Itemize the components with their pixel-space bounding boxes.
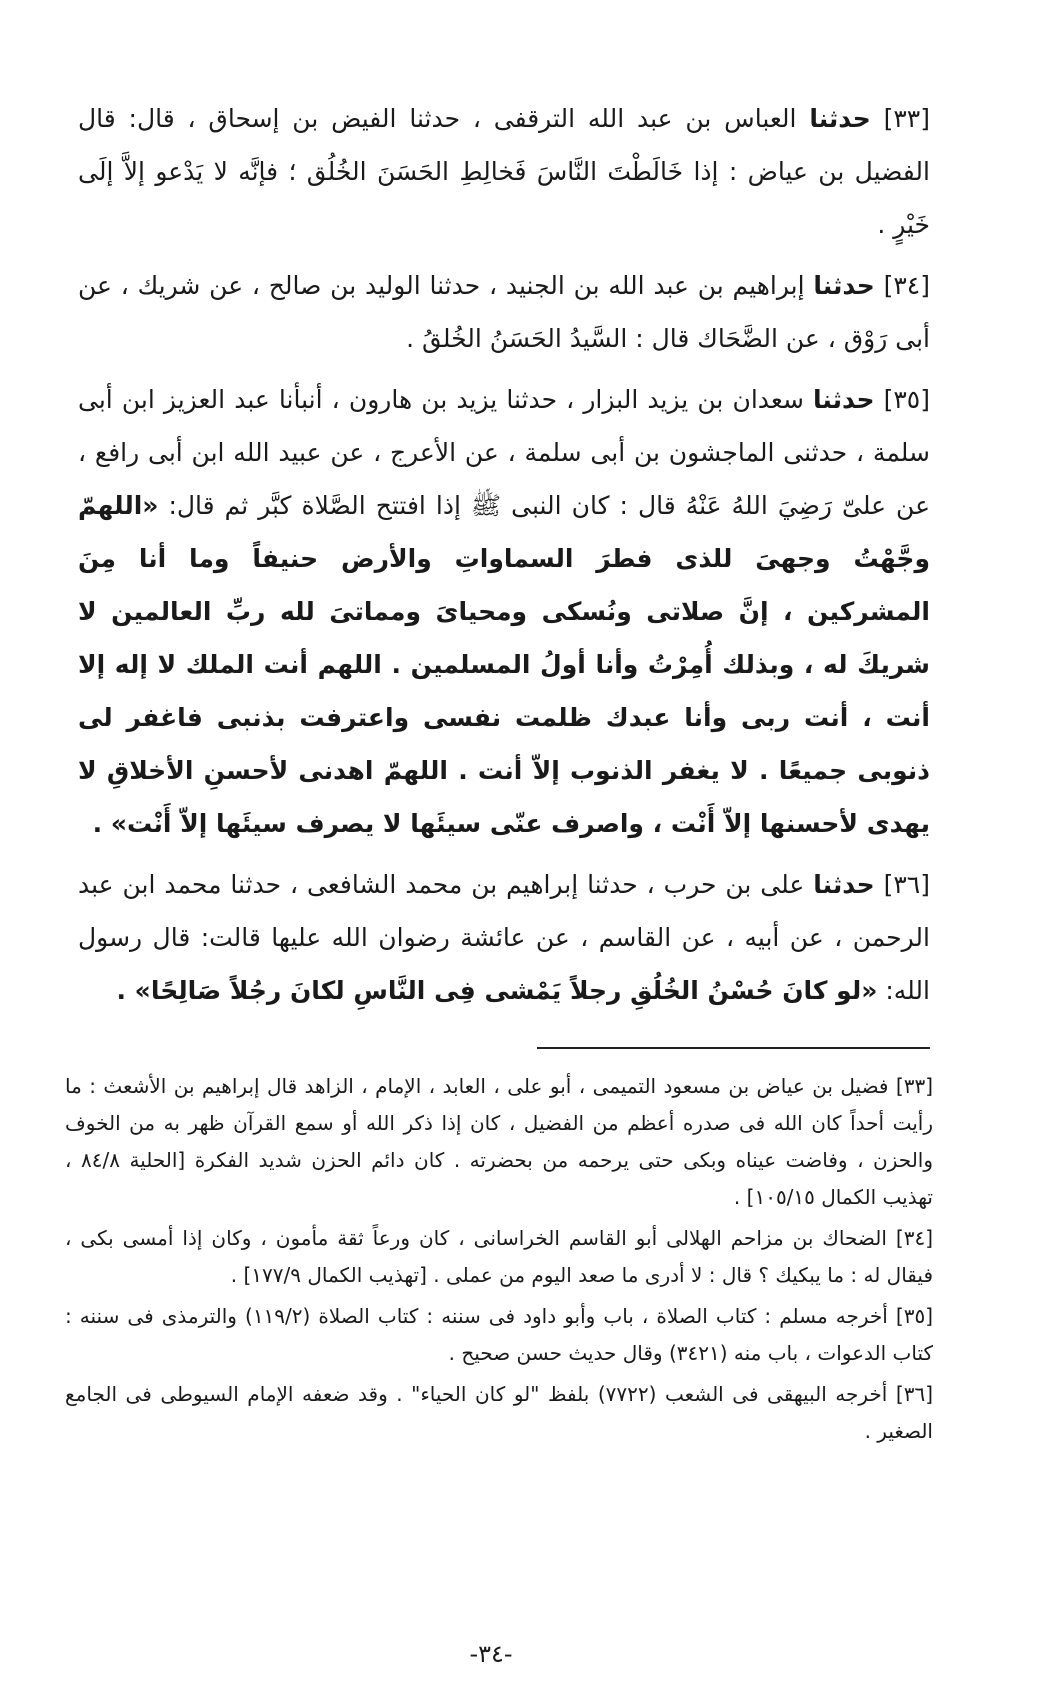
hadith-quote: «اللهمّ وجَّهْتُ وجهىَ للذى فطرَ السماواتِ والأرض حنيفاً وما أنا مِنَ المشركين ، إنَّ صلاتى ونُسكى ومحياىَ ومماتىَ لله ربِّ العالمين لا شريكَ له ، وبذلك أُمِرْتُ وأنا أولُ المسلمين . اللهم أنت الملك لا إله إلا أنت ، أنت ربى وأنا عبدك ظلمت نفسى واعترفت بذنبى فاغفر لى ذنوبى جميعًا . لا يغفر الذنوب إلاّ أنت . اللهمّ اهدنى لأحسنِ الأخلاقِ لا يهدى لأحسنها إلاّ أَنْت ، واصرف عنّى سيئَها لا يصرف سيئَها إلاّ أَنْت» .	[78, 491, 930, 838]
footnote-text: فضيل بن عياض بن مسعود التميمى ، أبو على ، العابد ، الإمام ، الزاهد قال إبراهيم بن الأشعث : ما رأيت أحداً كان الله فى صدره أعظم من الفضيل ، كان إذا ذكر الله أو سمع القرآن ظهر به من الخوف والحزن ، وفاضت عيناه وبكى حتى يرحمه من بحضرته . كان دائم الحزن شديد الفكرة [الحلية ٨٤/٨ ، تهذيب الكمال ١٠٥/١٥] .	[65, 1074, 934, 1209]
paragraph-lead: حدثنا	[813, 385, 875, 414]
paragraph-number: [٣٥]	[883, 385, 930, 414]
paragraph-number: [٣٤]	[883, 271, 930, 300]
main-text	[78, 92, 930, 1025]
footnote-text: أخرجه مسلم : كتاب الصلاة ، باب وأبو داود فى سننه : كتاب الصلاة (١١٩/٢) والترمذى فى سننه : كتاب الدعوات ، باب منه (٣٤٢١) وقال حديث حسن صحيح .	[65, 1304, 933, 1365]
footnote-34	[65, 1220, 933, 1294]
footnote-33	[65, 1068, 933, 1216]
page-number: -٣٤-	[469, 1640, 513, 1668]
footnote-number: [٣٥]	[895, 1304, 933, 1328]
paragraph-number: [٣٣]	[883, 104, 930, 133]
hadith-quote: «لو كانَ حُسْنُ الخُلُقِ رجلاً يَمْشى فِى النَّاسِ لكانَ رجُلاً صَالِحًا» .	[116, 976, 878, 1005]
footnote-text: الضحاك بن مزاحم الهلالى أبو القاسم الخراسانى ، كان ورعاً ثقة مأمون ، وكان إذا أمسى بكى ، فيقال له : ما يبكيك ؟ قال : لا أدرى ما صعد اليوم من عملى . [تهذيب الكمال ١٧٧/٩] .	[65, 1226, 933, 1287]
footnotes	[65, 1068, 933, 1454]
paragraph-text: إبراهيم بن عبد الله بن الجنيد ، حدثنا الوليد بن صالح ، عن شريك ، عن أبى رَوْق ، عن الضَّحَاك قال : السَّيدُ الحَسَنُ الخُلقُ .	[78, 271, 930, 353]
paragraph-text: سعدان بن يزيد البزار ، حدثنا يزيد بن هارون ، أنبأنا عبد العزيز ابن أبى سلمة ، حدثنى الماجشون بن أبى سلمة ، عن الأعرج ، عن عبيد الله ابن أبى رافع ، عن علىّ رَضِيَ اللهُ عَنْهُ قال : كان النبى ﷺ إذا افتتح الصَّلاة كبَّر ثم قال:	[78, 385, 930, 520]
footnote-text: أخرجه البيهقى فى الشعب (٧٧٢٢) بلفظ "لو كان الحياء" . وقد ضعفه الإمام السيوطى فى الجامع الصغير .	[65, 1382, 933, 1443]
paragraph-lead: حدثنا	[813, 870, 875, 899]
footnote-number: [٣٤]	[895, 1226, 933, 1250]
footnote-number: [٣٦]	[895, 1382, 934, 1406]
footnote-36	[65, 1376, 933, 1450]
paragraph-number: [٣٦]	[883, 870, 930, 899]
paragraph-34	[78, 259, 930, 365]
paragraph-lead: حدثنا	[809, 104, 871, 133]
footnote-separator	[537, 1047, 930, 1049]
footnote-35	[65, 1298, 933, 1372]
paragraph-36	[78, 858, 930, 1017]
footnote-number: [٣٣]	[895, 1074, 933, 1098]
paragraph-text: العباس بن عبد الله الترقفى ، حدثنا الفيض بن إسحاق ، قال: قال الفضيل بن عياض : إذا خَالَطْتَ النَّاسَ فَخالِطِ الحَسَنَ الخُلُق ؛ فإنَّه لا يَدْعو إلاَّ إلَى خَيْرٍ .	[78, 104, 930, 239]
paragraph-33	[78, 92, 930, 251]
paragraph-text: على بن حرب ، حدثنا إبراهيم بن محمد الشافعى ، حدثنا محمد ابن عبد الرحمن ، عن أبيه ، عن القاسم ، عن عائشة رضوان الله عليها قالت: قال رسول الله:	[78, 870, 930, 1005]
paragraph-lead: حدثنا	[813, 271, 875, 300]
paragraph-35	[78, 373, 930, 850]
